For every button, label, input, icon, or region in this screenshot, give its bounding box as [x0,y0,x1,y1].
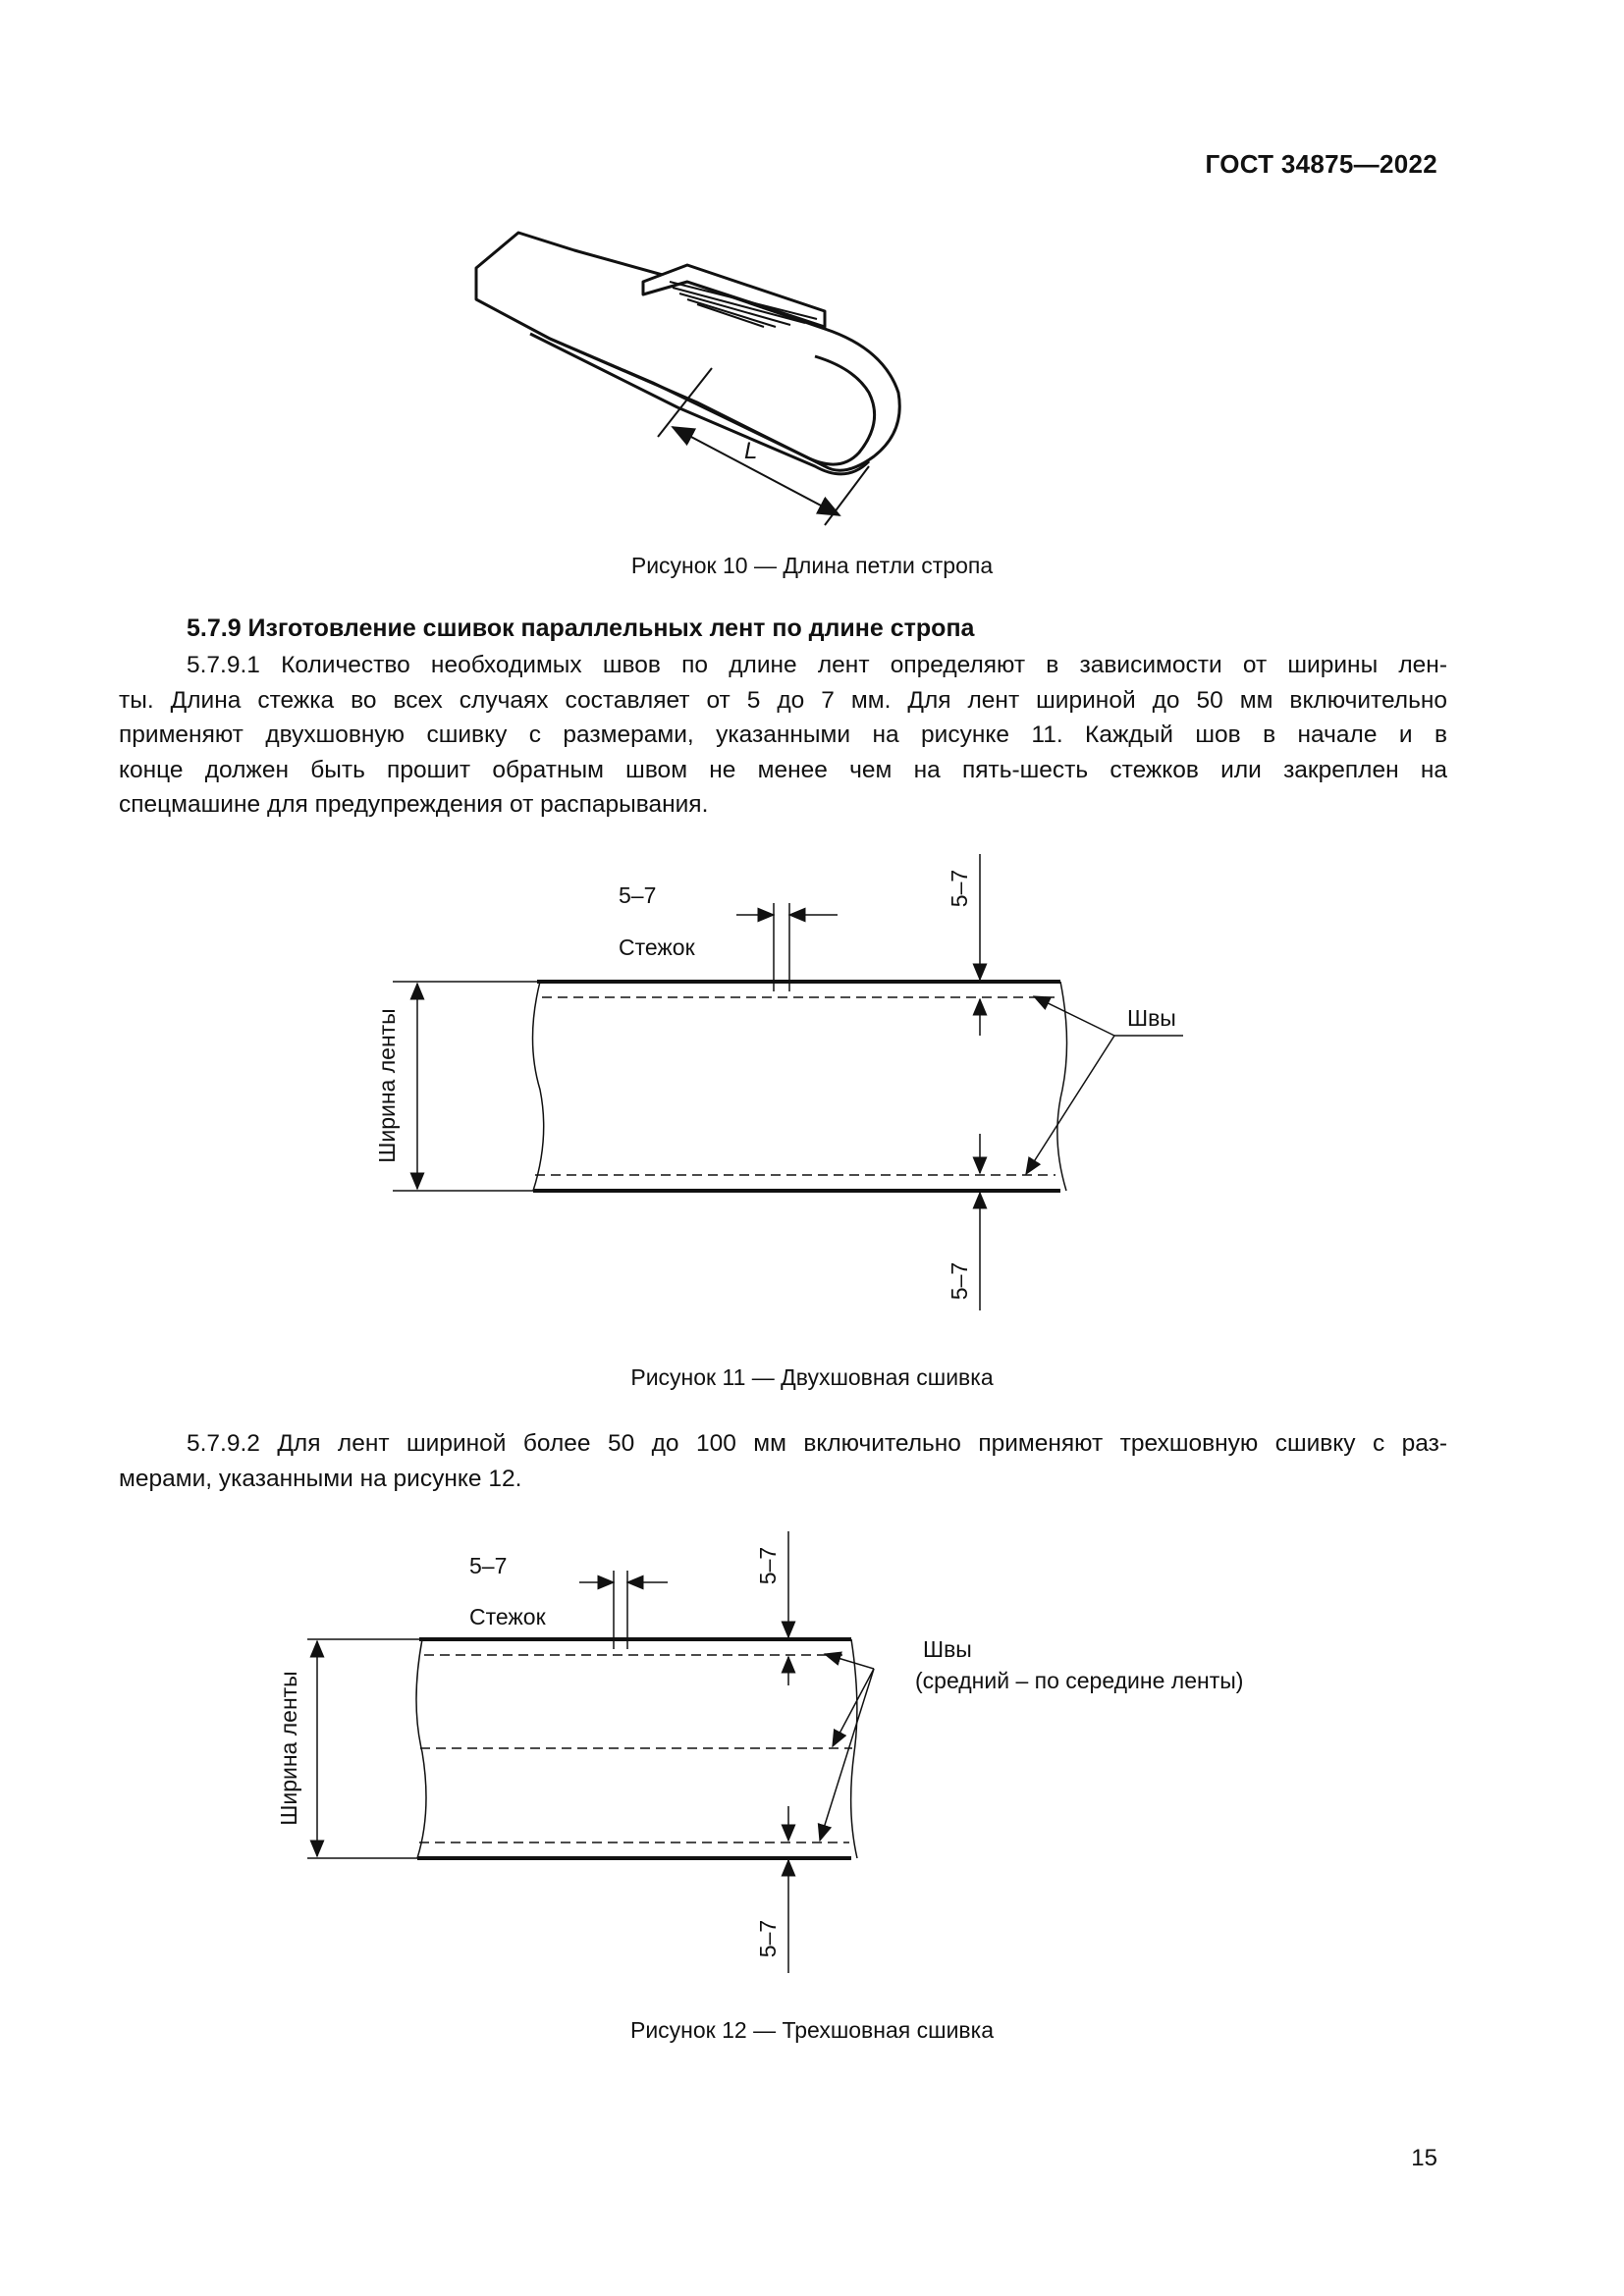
page-number: 15 [1411,2145,1437,2171]
figure-12-bottom-offset: 5–7 [755,1919,781,1958]
figure-10-caption: Рисунок 10 — Длина петли стропа [630,553,994,578]
document-standard-number: ГОСТ 34875—2022 [1205,149,1437,179]
figure-12-stitch-label: Стежок [469,1604,546,1629]
paragraph-line: ты. Длина стежка во всех случаях составляет от 5 до 7 мм. Для лент шириной до 50 мм включительно [119,686,1447,714]
paragraph-line: спецмашине для предупреждения от распарывания. [119,791,709,818]
paragraph-5-7-9-2 [119,1426,1447,1496]
figure-10-sling-loop-drawing [452,221,1100,535]
paragraph-line: применяют двухшовную сшивку с размерами, указанными на рисунке 11. Каждый шов в начале и в [119,721,1447,748]
figure-11-top-offset: 5–7 [947,869,972,908]
figure-10-dimension-label: L [744,438,758,464]
figure-12-seams-note: (средний – по середине ленты) [915,1668,1244,1693]
figure-12-seams-label: Швы [923,1636,972,1662]
figure-12-triple-seam-drawing [265,1526,1296,1998]
paragraph-line: 5.7.9.1 Количество необходимых швов по длине лент определяют в зависимости от ширины лен- [187,652,1447,678]
paragraph-line: мерами, указанными на рисунке 12. [119,1465,522,1492]
section-heading: 5.7.9 Изготовление сшивок параллельных лент по длине стропа [187,614,975,642]
figure-11-stitch-label: Стежок [619,934,695,960]
figure-12-width-label: Ширина ленты [276,1671,301,1826]
paragraph-line: конце должен быть прошит обратным швом не менее чем на пять-шесть стежков или закреплен на [119,756,1447,783]
figure-12-top-offset: 5–7 [755,1546,781,1585]
figure-11-caption: Рисунок 11 — Двухшовная сшивка [630,1364,994,1390]
paragraph-5-7-9-1 [119,648,1447,823]
figure-11-bottom-offset: 5–7 [947,1261,972,1301]
figure-11-stitch-dimension: 5–7 [619,882,657,908]
figure-12-stitch-dimension: 5–7 [469,1553,508,1578]
paragraph-line: 5.7.9.2 Для лент шириной более 50 до 100 мм включительно применяют трехшовную сшивку с раз- [187,1430,1447,1457]
figure-12-caption: Рисунок 12 — Трехшовная сшивка [629,2017,994,2043]
figure-11-width-label: Ширина ленты [374,1008,400,1163]
figure-11-seams-label: Швы [1127,1005,1176,1031]
figure-11-double-seam-drawing [363,844,1208,1325]
